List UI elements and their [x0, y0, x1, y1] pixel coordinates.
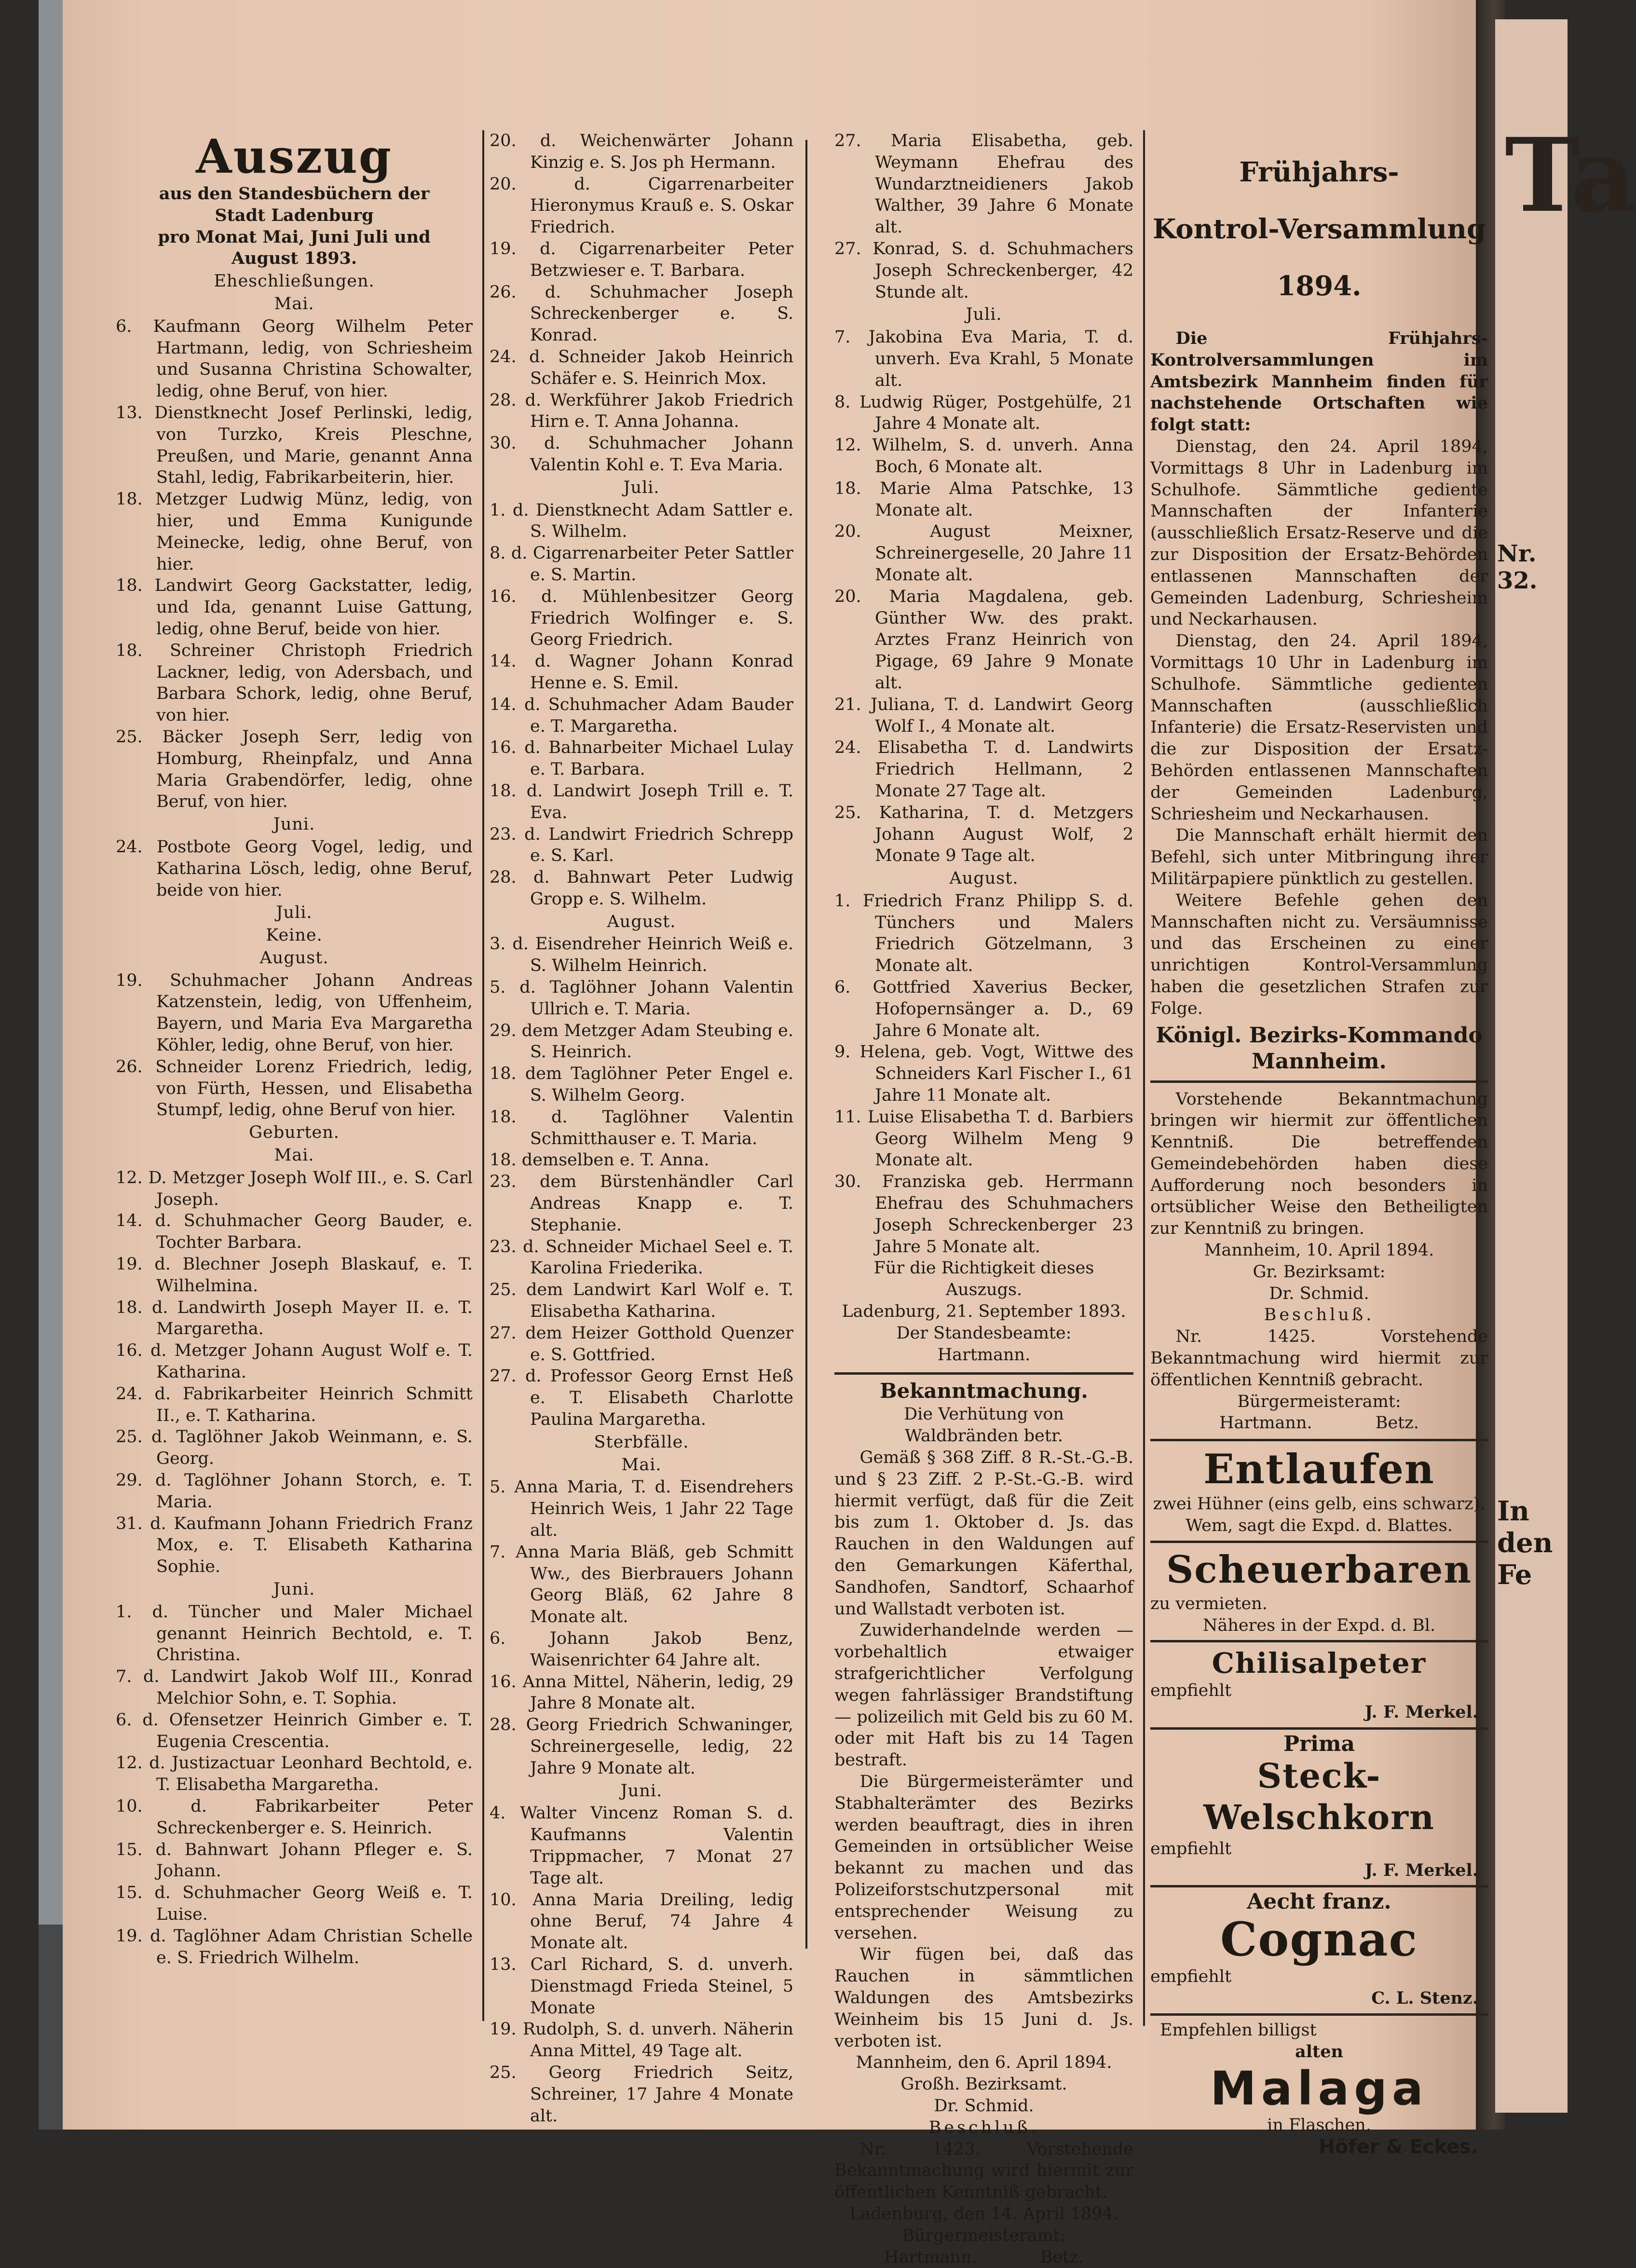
ad-steck — [1150, 1727, 1488, 1881]
register-entry: 10. Anna Maria Dreiling, ledig ohne Beruf, 74 Jahre 4 Monate alt. — [490, 1889, 793, 1954]
kontrol-mayor — [1150, 1412, 1488, 1434]
subtitle-line: aus den Standesbüchern der — [116, 183, 473, 205]
kontrol-mayor-office: Bürgermeisteramt: — [1150, 1391, 1488, 1413]
register-entry: 16. d. Metzger Johann August Wolf e. T. Katharina. — [116, 1340, 473, 1383]
ad-scheuer-title: Scheuerbaren — [1150, 1547, 1488, 1593]
civil-register-list — [834, 130, 1133, 1257]
notice-date2: Ladenburg, den 14. April 1894. — [834, 2203, 1133, 2225]
notice-place-date: Mannheim, den 6. April 1894. — [834, 2052, 1133, 2074]
register-entry: 12. d. Justizactuar Leonhard Bechtold, e. T. Elisabetha Margaretha. — [116, 1752, 473, 1796]
kontrol-note: Vorstehende Bekanntmachung bringen wir hiermit zur öffentlichen Kenntniß. Die betreffenden Gemeindebehörden haben diese Aufforderung noch besonders in ortsüblicher Weise den Betheiligten zur Kenntniß zu bringen. — [1150, 1089, 1488, 1240]
ad-chili-prefix: empfiehlt — [1150, 1680, 1488, 1702]
kontrol-paragraph: Dienstag, den 24. April 1894, Vormittags 10 Uhr in Ladenburg im Schulhofe. Sämmtliche gedienten Mannschaften (ausschließlich Infanterie) die Ersatz-Reservisten und die zur Disposition der Ersatz-Behörden entlassenen Mannschaften der Gemeinden Ladenburg, Schriesheim und Neckarhausen. — [1150, 630, 1488, 825]
register-entry: 6. Johann Jakob Benz, Waisenrichter 64 Jahre alt. — [490, 1628, 793, 1671]
kontrol-title-line: 1894. — [1150, 271, 1488, 301]
section-heading: August. — [490, 911, 793, 933]
register-entry: 30. Franziska geb. Herrmann Ehefrau des Schuhmachers Joseph Schreckenberger 23 Jahre 5 Monate alt. — [834, 1171, 1133, 1257]
register-entry: 10. d. Fabrikarbeiter Peter Schreckenberger e. S. Heinrich. — [116, 1796, 473, 1839]
closing-line: Der Standesbeamte: — [834, 1323, 1133, 1344]
ad-cognac-prefix: empfiehlt — [1150, 1966, 1488, 1988]
ad-steck-prefix: empfiehlt — [1150, 1838, 1488, 1860]
kontrol-paragraph: Weitere Befehle gehen den Mannschaften nicht zu. Versäumnisse und das Erscheinen zu einer unrichtigen Kontrol-Versammlung haben die gesetzlichen Strafen zur Folge. — [1150, 890, 1488, 1020]
ad-entlaufen-title: Entlaufen — [1150, 1445, 1488, 1493]
ad-scheuer-more: Näheres in der Expd. d. Bl. — [1150, 1615, 1488, 1637]
register-entry: 12. Wilhelm, S. d. unverh. Anna Boch, 6 Monate alt. — [834, 435, 1133, 478]
ad-cognac — [1150, 1885, 1488, 2009]
next-page-masthead: Ta — [1505, 116, 1636, 235]
column-rule — [805, 140, 807, 1949]
ad-cognac-title: Cognac — [1150, 1913, 1488, 1966]
ad-entlaufen — [1150, 1439, 1488, 1537]
ad-chili-title: Chilisalpeter — [1150, 1646, 1488, 1680]
register-entry: 26. Schneider Lorenz Friedrich, ledig, von Fürth, Hessen, und Elisabetha Stumpf, ledig, ohne Beruf von hier. — [116, 1056, 473, 1121]
register-entry: 25. Bäcker Joseph Serr, ledig von Homburg, Rheinpfalz, und Anna Maria Grabendörfer, ledig, ohne Beruf, von hier. — [116, 726, 473, 813]
register-entry: 18. Metzger Ludwig Münz, ledig, von hier, und Emma Kunigunde Meinecke, ledig, ohne Beruf, von hier. — [116, 489, 473, 575]
kontrol-signer: Dr. Schmid. — [1150, 1283, 1488, 1305]
title-subtitle — [116, 183, 473, 270]
register-entry: 27. Konrad, S. d. Schuhmachers Joseph Schreckenberger, 42 Stunde alt. — [834, 238, 1133, 303]
ad-malaga-sub: in Flaschen. — [1150, 2115, 1488, 2136]
register-entry: 15. d. Schuhmacher Georg Weiß e. T. Luise. — [116, 1882, 473, 1926]
section-heading: Eheschließungen. — [116, 271, 473, 292]
notice-mayor — [834, 2247, 1133, 2268]
register-entry: 1. d. Tüncher und Maler Michael genannt Heinrich Bechtold, e. T. Christina. — [116, 1601, 473, 1666]
notice-paragraph: Gemäß § 368 Ziff. 8 R.-St.-G.-B. und § 23 Ziff. 2 P.-St.-G.-B. wird hiermit verfügt, daß für die Zeit bis zum 1. Oktober d. Js. das Rauchen in den Waldungen auf den Gemarkungen Käferthal, Sandhofen, Sandtorf, Schaarhof und Wallstadt verboten ist. — [834, 1447, 1133, 1620]
kontrol-issuer — [1150, 1023, 1488, 1075]
kontrol-title-line: Frühjahrs- — [1150, 157, 1488, 187]
column-1 — [116, 130, 473, 1968]
register-entry: 14. d. Schuhmacher Adam Bauder e. T. Margaretha. — [490, 694, 793, 738]
register-entry: 1. d. Dienstknecht Adam Sattler e. S. Wilhelm. — [490, 500, 793, 543]
register-entry: 28. d. Bahnwart Peter Ludwig Gropp e. S. Wilhelm. — [490, 867, 793, 910]
ad-chili-seller: J. F. Merkel. — [1150, 1702, 1488, 1723]
section-heading: Juli. — [490, 477, 793, 499]
register-entry: 23. dem Bürstenhändler Carl Andreas Knapp e. T. Stephanie. — [490, 1171, 793, 1236]
register-entry: 31. d. Kaufmann Johann Friedrich Franz Mox, e. T. Elisabeth Katharina Sophie. — [116, 1513, 473, 1578]
register-entry: 29. dem Metzger Adam Steubing e. S. Heinrich. — [490, 1020, 793, 1064]
kontrol-paragraph: Die Mannschaft erhält hiermit den Befehl, sich unter Mitbringung ihrer Militärpapiere pünktlich zu gestellen. — [1150, 825, 1488, 889]
register-entry: 18. dem Taglöhner Peter Engel e. S. Wilhelm Georg. — [490, 1063, 793, 1107]
section-heading: Mai. — [116, 1145, 473, 1166]
register-entry: 28. d. Werkführer Jakob Friedrich Hirn e. T. Anna Johanna. — [490, 390, 793, 433]
register-entry: 25. Georg Friedrich Seitz, Schreiner, 17 Jahre 4 Monate alt. — [490, 2062, 793, 2127]
register-entry: 18. d. Taglöhner Valentin Schmitthauser e. T. Maria. — [490, 1107, 793, 1150]
ad-steck-prima: Prima — [1150, 1734, 1488, 1755]
register-entry: 20. d. Weichenwärter Johann Kinzig e. S. Jos ph Hermann. — [490, 130, 793, 174]
register-entry: 5. Anna Maria, T. d. Eisendrehers Heinrich Weis, 1 Jahr 22 Tage alt. — [490, 1476, 793, 1541]
notice-subject: Die Verhütung von Waldbränden betr. — [834, 1404, 1133, 1447]
register-entry: 19. d. Taglöhner Adam Christian Schelle e. S. Friedrich Wilhelm. — [116, 1926, 473, 1969]
register-entry: 16. Anna Mittel, Näherin, ledig, 29 Jahre 8 Monate alt. — [490, 1671, 793, 1715]
register-entry: 13. Dienstknecht Josef Perlinski, ledig, von Turzko, Kreis Pleschne, Preußen, und Marie, genannt Anna Stahl, ledig, Fabrikarbeiterin, hier. — [116, 402, 473, 489]
register-entry: 24. d. Fabrikarbeiter Heinrich Schmitt II., e. T. Katharina. — [116, 1383, 473, 1427]
register-entry: 19. d. Cigarrenarbeiter Peter Betzwieser e. T. Barbara. — [490, 238, 793, 282]
closing-line: Ladenburg, 21. September 1893. — [834, 1301, 1133, 1323]
register-entry: 11. Luise Elisabetha T. d. Barbiers Georg Wilhelm Meng 9 Monate alt. — [834, 1107, 1133, 1171]
section-heading: Sterbfälle. — [490, 1432, 793, 1453]
kontrol-order: Nr. 1425. Vorstehende Bekanntmachung wird hiermit zur öffentlichen Kenntniß gebracht. — [1150, 1326, 1488, 1391]
register-entry: 18. Landwirt Georg Gackstatter, ledig, und Ida, genannt Luise Gattung, ledig, ohne Beruf, beide von hier. — [116, 575, 473, 640]
register-entry: 19. Rudolph, S. d. unverh. Näherin Anna Mittel, 49 Tage alt. — [490, 2019, 793, 2062]
ad-scheuer-text: zu vermieten. — [1150, 1593, 1488, 1615]
register-entry: 27. dem Heizer Gotthold Quenzer e. S. Gottfried. — [490, 1323, 793, 1366]
kontrol-body — [1150, 328, 1488, 1020]
notice-paragraph: Wir fügen bei, daß das Rauchen in sämmtlichen Waldungen des Amtsbezirks Weinheim bis 15 Juni d. Js. verboten ist. — [834, 1944, 1133, 2052]
register-entry: 18. Schreiner Christoph Friedrich Lackner, ledig, von Adersbach, und Barbara Schork, ledig, ohne Beruf, von hier. — [116, 640, 473, 726]
notice-mark: Betz. — [1040, 2248, 1084, 2267]
kontrol-title — [1150, 157, 1488, 301]
section-heading: Juli. — [116, 902, 473, 924]
column-rule — [1143, 130, 1145, 2026]
next-page-section: In den Fe — [1497, 1495, 1568, 1591]
register-entry: 12. D. Metzger Joseph Wolf III., e. S. Carl Joseph. — [116, 1167, 473, 1211]
kontrol-mayor-name: Hartmann. — [1219, 1413, 1312, 1433]
notice-signer: Dr. Schmid. — [834, 2095, 1133, 2117]
register-entry: 9. Helena, geb. Vogt, Wittwe des Schneiders Karl Fischer I., 61 Jahre 11 Monate alt. — [834, 1041, 1133, 1106]
register-entry: 27. Maria Elisabetha, geb. Weymann Ehefrau des Wundarztneidieners Jakob Walther, 39 Jahre 6 Monate alt. — [834, 130, 1133, 238]
ad-cognac-seller: C. L. Stenz. — [1150, 1988, 1488, 2009]
next-page-edge — [1495, 19, 1568, 2113]
register-entry: 20. d. Cigarrenarbeiter Hieronymus Krauß e. S. Oskar Friedrich. — [490, 174, 793, 238]
kontrol-beschluss: Beschluß. — [1150, 1304, 1488, 1326]
register-entry: 18. d. Landwirth Joseph Mayer II. e. T. Margaretha. — [116, 1297, 473, 1340]
notice-paragraph: Zuwiderhandelnde werden — vorbehaltlich etwaiger strafgerichtlicher Verfolgung wegen fahrlässiger Brandstiftung — polizeilich mit Geld bis zu 60 M. oder mit Haft bis zu 14 Tagen bestraft. — [834, 1620, 1133, 1771]
notice-beschluss: Beschluß. — [834, 2117, 1133, 2139]
register-entry: 6. d. Ofensetzer Heinrich Gimber e. T. Eugenia Crescentia. — [116, 1709, 473, 1753]
subtitle-line: Stadt Ladenburg — [116, 205, 473, 227]
notice-paragraph: Die Bürgermeisterämter und Stabhalterämter des Bezirks werden beauftragt, dies in ihren Gemeinden in ortsüblicher Weise bekannt zu machen und das Polizeiforstschutzpersonal mit entsprechender Weisung zu versehen. — [834, 1771, 1133, 1944]
ad-malaga-pre1: Empfehlen billigst — [1160, 2020, 1488, 2041]
section-heading: August. — [116, 947, 473, 969]
register-entry: 20. Maria Magdalena, geb. Günther Ww. des prakt. Arztes Franz Heinrich von Pigage, 69 Jahre 9 Monate alt. — [834, 586, 1133, 694]
register-entry: 8. Ludwig Rüger, Postgehülfe, 21 Jahre 4 Monate alt. — [834, 392, 1133, 435]
register-entry: 16. d. Mühlenbesitzer Georg Friedrich Wolfinger e. S. Georg Friedrich. — [490, 586, 793, 651]
ad-malaga-seller: Höfer & Eckes. — [1150, 2136, 1488, 2158]
civil-register-list — [116, 271, 473, 1968]
register-entry: 24. Elisabetha T. d. Landwirts Friedrich Hellmann, 2 Monate 27 Tage alt. — [834, 737, 1133, 802]
notice-order: Nr. 1423. Vorstehende Bekanntmachung wird hiermit zur öffentlichen Kenntniß gebracht. — [834, 2139, 1133, 2203]
section-heading: Mai. — [116, 293, 473, 315]
kontrol-issuer-line: Mannheim. — [1150, 1049, 1488, 1075]
register-entry: 14. d. Wagner Johann Konrad Henne e. S. Emil. — [490, 651, 793, 694]
register-entry: 7. Jakobina Eva Maria, T. d. unverh. Eva Krahl, 5 Monate alt. — [834, 327, 1133, 391]
register-entry: 21. Juliana, T. d. Landwirt Georg Wolf I., 4 Monate alt. — [834, 694, 1133, 738]
register-entry: 7. d. Landwirt Jakob Wolf III., Konrad Melchior Sohn, e. T. Sophia. — [116, 1666, 473, 1709]
ad-scheuer — [1150, 1541, 1488, 1637]
register-entry: 18. demselben e. T. Anna. — [490, 1149, 793, 1171]
ad-cognac-pre: Aecht franz. — [1150, 1891, 1488, 1913]
closing-line: Für die Richtigkeit dieses Auszugs. — [834, 1257, 1133, 1301]
register-entry: 19. Schuhmacher Johann Andreas Katzenstein, ledig, von Uffenheim, Bayern, und Maria Eva Margaretha Köhler, ledig, ohne Beruf, von hier. — [116, 970, 473, 1056]
column-4 — [1150, 130, 1488, 2158]
kontrol-mark: Betz. — [1376, 1413, 1419, 1433]
register-entry: 26. d. Schuhmacher Joseph Schreckenberger e. S. Konrad. — [490, 282, 793, 346]
ad-malaga-pre2: alten — [1150, 2041, 1488, 2063]
kontrol-paragraph: Die Frühjahrs-Kontrolversammlungen im Amtsbezirk Mannheim finden für nachstehende Ortschaften wie folgt statt: — [1150, 328, 1488, 436]
register-entry: 18. d. Landwirt Joseph Trill e. T. Eva. — [490, 780, 793, 824]
register-entry: 27. d. Professor Georg Ernst Heß e. T. Elisabeth Charlotte Paulina Margaretha. — [490, 1366, 793, 1430]
closing-line: Hartmann. — [834, 1344, 1133, 1366]
register-entry: 5. d. Taglöhner Johann Valentin Ullrich e. T. Maria. — [490, 977, 793, 1020]
register-entry: 23. d. Schneider Michael Seel e. T. Karolina Friederika. — [490, 1236, 793, 1280]
kontrol-issuer-line: Königl. Bezirks-Kommando — [1150, 1023, 1488, 1049]
notice-mayor-name: Hartmann. — [884, 2248, 977, 2267]
divider — [1150, 1080, 1488, 1083]
ad-entlaufen-text: zwei Hühner (eins gelb, eins schwarz). Wem, sagt die Expd. d. Blattes. — [1150, 1493, 1488, 1537]
notice-body — [834, 1447, 1133, 2052]
register-entry: 8. d. Cigarrenarbeiter Peter Sattler e. S. Martin. — [490, 543, 793, 586]
register-entry: 25. Katharina, T. d. Metzgers Johann August Wolf, 2 Monate 9 Tage alt. — [834, 802, 1133, 867]
column-3 — [834, 130, 1133, 2268]
ad-malaga — [1150, 2013, 1488, 2158]
ad-chili — [1150, 1640, 1488, 1723]
ad-steck-title: Steck-Welschkorn — [1150, 1755, 1488, 1838]
register-entry: 1. Friedrich Franz Philipp S. d. Tünchers und Malers Friedrich Götzelmann, 3 Monate alt. — [834, 890, 1133, 977]
register-entry: 13. Carl Richard, S. d. unverh. Dienstmagd Frieda Steinel, 5 Monate — [490, 1954, 793, 2019]
register-closing — [834, 1257, 1133, 1366]
subtitle-line: August 1893. — [116, 248, 473, 270]
register-entry: 14. d. Schuhmacher Georg Bauder, e. Tochter Barbara. — [116, 1210, 473, 1254]
register-entry: 3. d. Eisendreher Heinrich Weiß e. S. Wilhelm Heinrich. — [490, 933, 793, 977]
section-heading: Juni. — [490, 1780, 793, 1802]
kontrol-title-line: Kontrol-Versammlung — [1150, 214, 1488, 244]
column-2 — [490, 130, 793, 2127]
register-entry: 23. d. Landwirt Friedrich Schrepp e. S. Karl. — [490, 824, 793, 867]
section-heading: Mai. — [490, 1454, 793, 1476]
register-entry: 7. Anna Maria Bläß, geb Schmitt Ww., des Bierbrauers Johann Georg Bläß, 62 Jahre 8 Monate alt. — [490, 1542, 793, 1628]
register-entry: 24. Postbote Georg Vogel, ledig, und Katharina Lösch, ledig, ohne Beruf, beide von hier. — [116, 836, 473, 901]
section-heading: Keine. — [116, 925, 473, 946]
kontrol-office: Gr. Bezirksamt: — [1150, 1261, 1488, 1283]
kontrol-place-date: Mannheim, 10. April 1894. — [1150, 1240, 1488, 1261]
kontrol-paragraph: Dienstag, den 24. April 1894, Vormittags 8 Uhr in Ladenburg im Schulhofe. Sämmtliche gediente Mannschaften der Infanterie (ausschließlich Ersatz-Reserve und die zur Disposition der Ersatz-Behörden entlassenen Mannschaften der Gemeinden Ladenburg, Schriesheim und Neckarhausen. — [1150, 436, 1488, 630]
notice-waldbraende — [834, 1372, 1133, 2268]
section-heading: August. — [834, 868, 1133, 889]
notice-title: Bekanntmachung. — [834, 1379, 1133, 1404]
register-entry: 4. Walter Vincenz Roman S. d. Kaufmanns Valentin Trippmacher, 7 Monat 27 Tage alt. — [490, 1803, 793, 1889]
register-entry: 15. d. Bahnwart Johann Pfleger e. S. Johann. — [116, 1839, 473, 1883]
section-heading: Juni. — [116, 814, 473, 835]
register-entry: 16. d. Bahnarbeiter Michael Lulay e. T. Barbara. — [490, 737, 793, 780]
register-entry: 28. Georg Friedrich Schwaninger, Schreinergeselle, ledig, 22 Jahre 9 Monate alt. — [490, 1714, 793, 1779]
section-heading: Geburten. — [116, 1122, 473, 1144]
register-entry: 6. Kaufmann Georg Wilhelm Peter Hartmann, ledig, von Schriesheim und Susanna Christina Schowalter, ledig, ohne Beruf, von hier. — [116, 316, 473, 402]
ad-steck-seller: J. F. Merkel. — [1150, 1860, 1488, 1882]
subtitle-line: pro Monat Mai, Juni Juli und — [116, 227, 473, 248]
register-entry: 25. d. Taglöhner Jakob Weinmann, e. S. Georg. — [116, 1426, 473, 1470]
register-entry: 25. dem Landwirt Karl Wolf e. T. Elisabetha Katharina. — [490, 1279, 793, 1323]
register-entry: 29. d. Taglöhner Johann Storch, e. T. Maria. — [116, 1470, 473, 1513]
section-heading: Juli. — [834, 304, 1133, 326]
register-entry: 6. Gottfried Xaverius Becker, Hofopernsänger a. D., 69 Jahre 6 Monate alt. — [834, 977, 1133, 1041]
notice-office: Großh. Bezirksamt. — [834, 2074, 1133, 2095]
page-title: Auszug — [116, 130, 473, 183]
register-entry: 30. d. Schuhmacher Johann Valentin Kohl e. T. Eva Maria. — [490, 433, 793, 476]
section-heading: Juni. — [116, 1579, 473, 1600]
column-rule — [482, 130, 484, 2021]
register-entry: 18. Marie Alma Patschke, 13 Monate alt. — [834, 478, 1133, 521]
notice-mayor-office: Bürgermeisteramt: — [834, 2225, 1133, 2247]
register-entry: 20. August Meixner, Schreinergeselle, 20 Jahre 11 Monate alt. — [834, 521, 1133, 586]
next-page-issue: Nr. 32. — [1497, 540, 1568, 594]
register-entry: 19. d. Blechner Joseph Blaskauf, e. T. Wilhelmina. — [116, 1254, 473, 1297]
civil-register-list — [490, 130, 793, 2127]
register-entry: 24. d. Schneider Jakob Heinrich Schäfer e. S. Heinrich Mox. — [490, 346, 793, 390]
ad-malaga-title: Malaga — [1150, 2063, 1488, 2115]
